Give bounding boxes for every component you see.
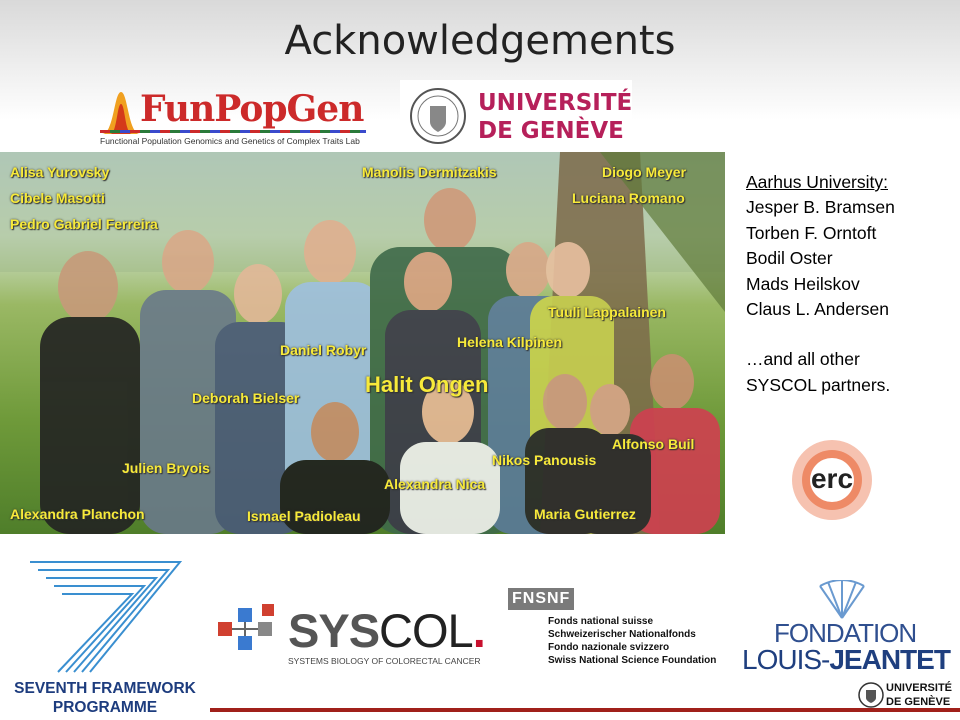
aarhus-heading: Aarhus University: bbox=[746, 172, 888, 192]
syscol-wordmark bbox=[288, 603, 485, 658]
photo-name-label: Cibele Masotti bbox=[10, 190, 105, 206]
photo-name-label: Alisa Yurovsky bbox=[10, 164, 110, 180]
photo-name-label: Alexandra Nica bbox=[384, 476, 486, 492]
fondation-line1: FONDATION bbox=[774, 618, 917, 648]
photo-name-label: Halit Ongen bbox=[365, 372, 489, 397]
fondation-louis-jeantet-logo bbox=[740, 580, 960, 680]
fp7-logo bbox=[0, 552, 210, 720]
footer-accent-line bbox=[210, 708, 960, 712]
syscol-dot: . bbox=[472, 604, 485, 657]
unige-small-line2: DE GENÈVE bbox=[886, 696, 951, 708]
fns-line: Schweizerischer Nationalfonds bbox=[548, 629, 696, 640]
photo-name-label: Maria Gutierrez bbox=[534, 506, 636, 522]
fns-line: Fonds national suisse bbox=[548, 616, 654, 627]
photo-name-label: Deborah Bielser bbox=[192, 390, 300, 406]
group-photo bbox=[0, 152, 725, 534]
fondation-line2b: JEANTET bbox=[829, 644, 950, 675]
photo-name-label: Daniel Robyr bbox=[280, 342, 367, 358]
aarhus-closing: SYSCOL partners. bbox=[746, 374, 891, 395]
unige-small-seal-icon bbox=[858, 682, 884, 708]
aarhus-acknowledgement bbox=[746, 170, 895, 398]
unige-line2: DE GENÈVE bbox=[478, 118, 624, 144]
fns-badge: FNSNF bbox=[508, 588, 574, 610]
photo-name-label: Alfonso Buil bbox=[612, 436, 695, 452]
photo-name-label: Luciana Romano bbox=[572, 190, 685, 206]
photo-name-label: Diogo Meyer bbox=[602, 164, 687, 180]
syscol-word-b: COL bbox=[379, 604, 473, 657]
unige-line1: UNIVERSITÉ bbox=[478, 90, 633, 116]
photo-name-label: Julien Bryois bbox=[122, 460, 210, 476]
funpopgen-subtitle: Functional Population Genomics and Genetics of Complex Traits Lab bbox=[100, 136, 360, 146]
fp7-seven-icon bbox=[20, 552, 190, 677]
aarhus-spacer bbox=[746, 322, 895, 347]
erc-dots-icon bbox=[782, 430, 882, 530]
syscol-logo bbox=[218, 600, 508, 670]
aarhus-member: Bodil Oster bbox=[746, 248, 833, 269]
photo-name-label: Manolis Dermitzakis bbox=[362, 164, 497, 180]
photo-name-label: Alexandra Planchon bbox=[10, 506, 145, 522]
slide-title: Acknowledgements bbox=[284, 18, 676, 64]
fp7-line1: SEVENTH FRAMEWORK bbox=[14, 680, 196, 697]
fondation-line2a: LOUIS- bbox=[742, 644, 830, 675]
unige-logo bbox=[400, 80, 632, 152]
funpopgen-logo bbox=[100, 88, 366, 150]
fns-logo bbox=[508, 588, 738, 676]
unige-seal-icon bbox=[408, 86, 468, 146]
funpopgen-wordmark: FunPopGen bbox=[140, 88, 364, 130]
erc-wordmark: erc bbox=[810, 463, 854, 494]
fondation-fan-icon bbox=[818, 580, 866, 620]
aarhus-closing: …and all other bbox=[746, 349, 860, 370]
syscol-word-a: SYS bbox=[288, 604, 380, 657]
fp7-line2: PROGRAMME bbox=[52, 699, 158, 716]
funpopgen-peak-icon bbox=[100, 88, 142, 136]
fns-line: Swiss National Science Foundation bbox=[548, 655, 717, 666]
photo-name-label: Helena Kilpinen bbox=[457, 334, 563, 350]
aarhus-member: Mads Heilskov bbox=[746, 273, 860, 294]
photo-name-label: Tuuli Lappalainen bbox=[548, 304, 666, 320]
photo-name-label: Nikos Panousis bbox=[492, 452, 597, 468]
funpopgen-bar bbox=[100, 130, 366, 133]
syscol-network-icon bbox=[218, 604, 280, 654]
fns-line: Fondo nazionale svizzero bbox=[548, 642, 670, 653]
unige-small-line1: UNIVERSITÉ bbox=[886, 682, 953, 694]
aarhus-member: Jesper B. Bramsen bbox=[746, 197, 895, 218]
photo-name-label: Pedro Gabriel Ferreira bbox=[10, 216, 158, 232]
syscol-subtitle: SYSTEMS BIOLOGY OF COLORECTAL CANCER bbox=[288, 656, 481, 666]
aarhus-member: Torben F. Orntoft bbox=[746, 222, 877, 243]
photo-name-label: Ismael Padioleau bbox=[247, 508, 361, 524]
erc-logo bbox=[782, 430, 882, 530]
fondation-line2 bbox=[742, 644, 950, 676]
aarhus-member: Claus L. Andersen bbox=[746, 299, 890, 320]
